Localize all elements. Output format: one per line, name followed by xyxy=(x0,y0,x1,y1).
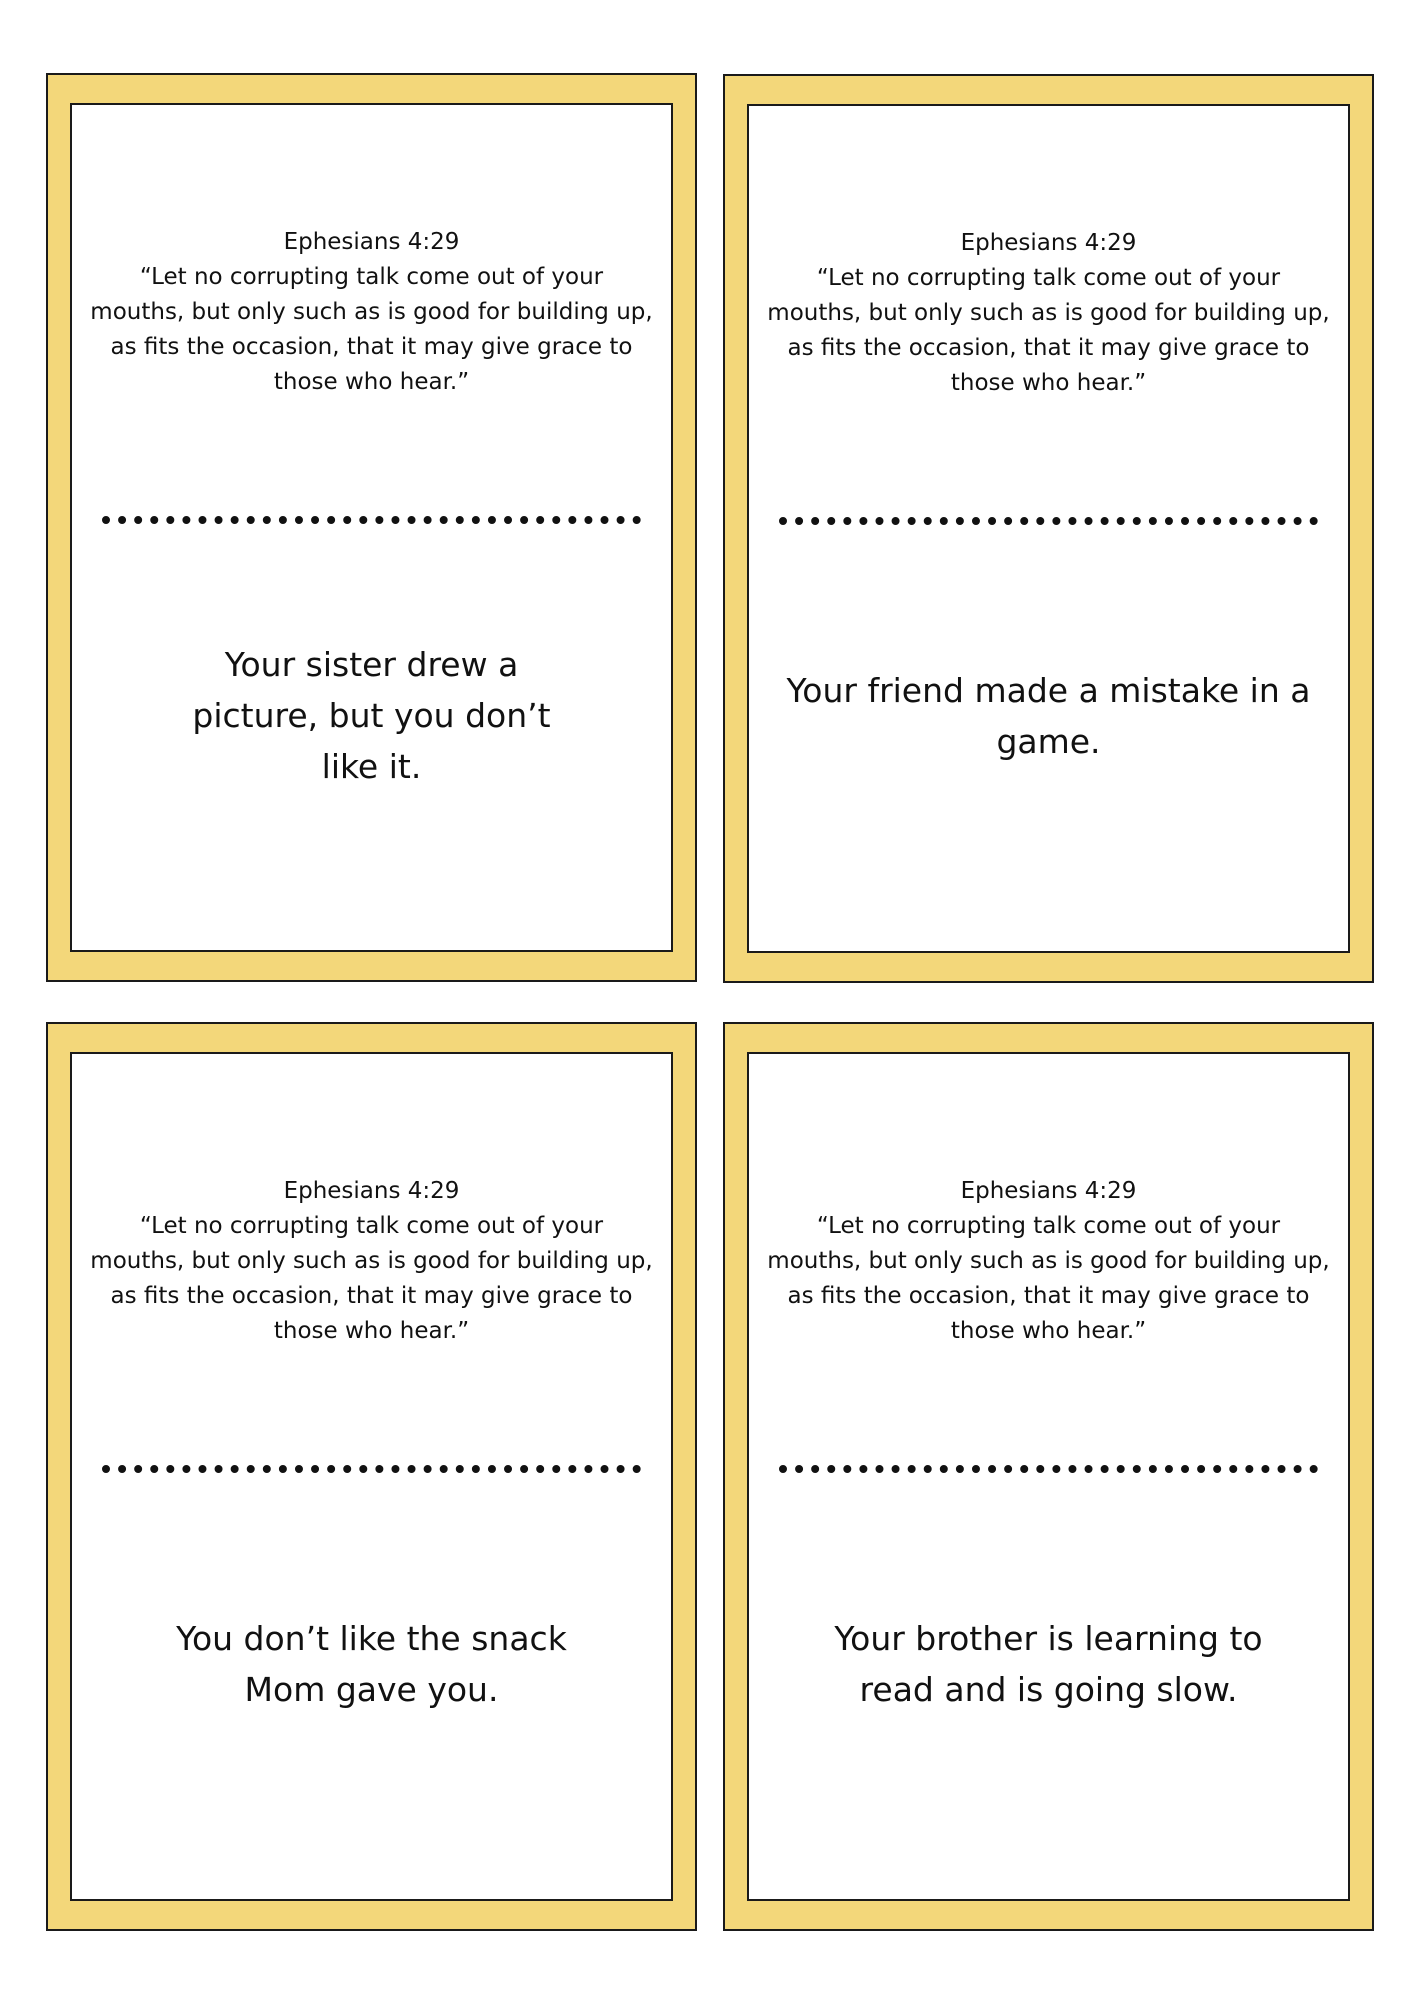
scenario-text: Your sister drew a picture, but you don’t like it. xyxy=(192,644,551,786)
verse-text: “Let no corrupting talk come out of your mouths, but only such as is good for building up, as fits the occasion, that it may give grace to those who hear.” xyxy=(767,265,1330,396)
dotted-divider xyxy=(779,1465,1318,1473)
verse-reference: Ephesians 4:29 xyxy=(283,1178,460,1204)
verse-text: “Let no corrupting talk come out of your mouths, but only such as is good for building up, as fits the occasion, that it may give grace to those who hear.” xyxy=(90,264,653,395)
card-2-inner xyxy=(747,104,1350,953)
dotted-divider xyxy=(102,1465,641,1473)
card-4 xyxy=(723,1022,1374,1931)
card-2 xyxy=(723,74,1374,983)
dotted-divider xyxy=(779,517,1318,525)
card-3 xyxy=(46,1022,697,1931)
verse-reference: Ephesians 4:29 xyxy=(960,230,1137,256)
card-4-inner xyxy=(747,1052,1350,1901)
verse-text: “Let no corrupting talk come out of your mouths, but only such as is good for building up, as fits the occasion, that it may give grace to those who hear.” xyxy=(90,1213,653,1344)
verse-block xyxy=(767,226,1330,401)
scenario-text: Your friend made a mistake in a game. xyxy=(786,671,1311,761)
verse-block xyxy=(90,1174,653,1349)
verse-block xyxy=(767,1174,1330,1349)
verse-reference: Ephesians 4:29 xyxy=(283,229,460,255)
verse-reference: Ephesians 4:29 xyxy=(960,1178,1137,1204)
verse-block xyxy=(90,225,653,400)
scenario-text: You don’t like the snack Mom gave you. xyxy=(176,1619,567,1709)
card-1 xyxy=(46,73,697,982)
dotted-divider xyxy=(102,516,641,524)
verse-text: “Let no corrupting talk come out of your mouths, but only such as is good for building up, as fits the occasion, that it may give grace to those who hear.” xyxy=(767,1213,1330,1344)
card-1-inner xyxy=(70,103,673,952)
scenario-text: Your brother is learning to read and is going slow. xyxy=(834,1619,1263,1709)
card-3-inner xyxy=(70,1052,673,1901)
